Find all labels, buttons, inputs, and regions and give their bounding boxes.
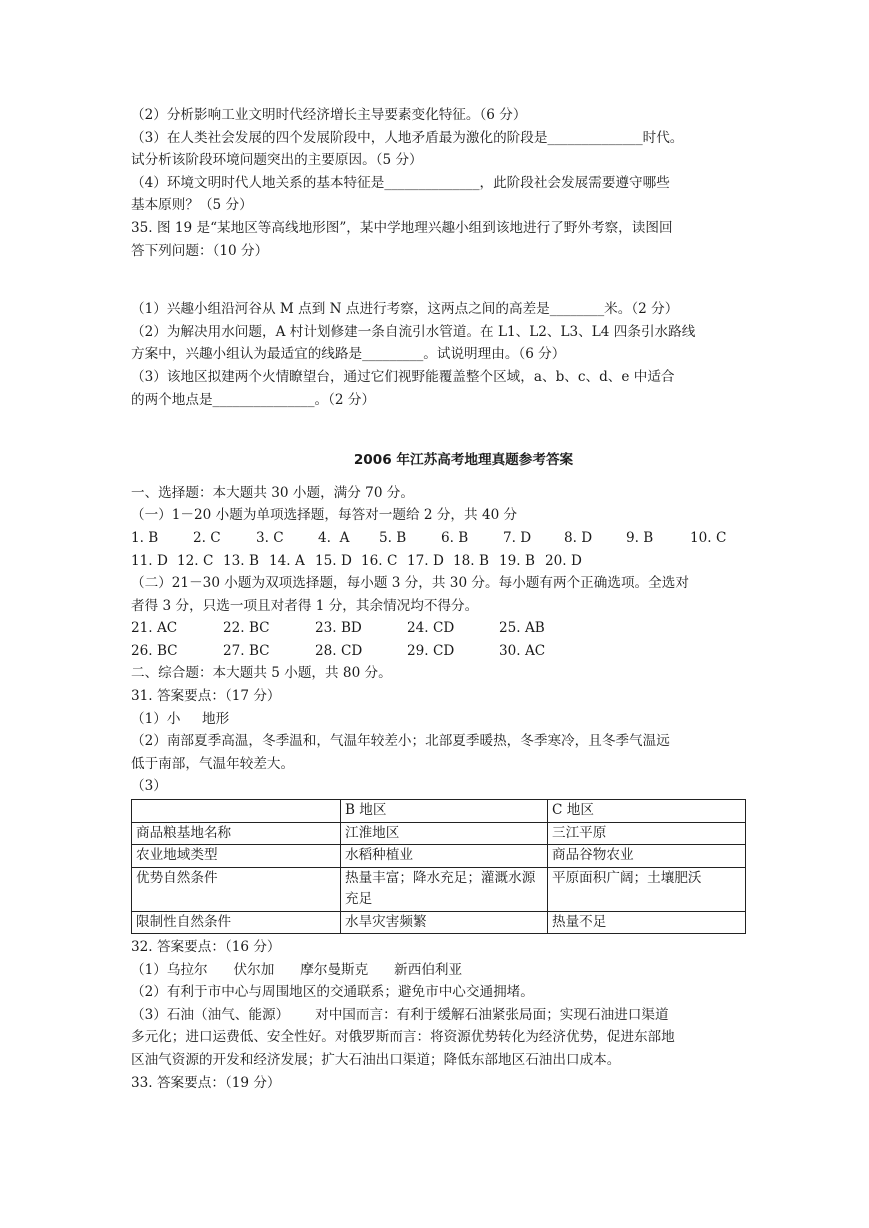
answer-table bbox=[131, 799, 746, 934]
table-cell: 优势自然条件 bbox=[132, 867, 341, 911]
q31-answer-2-cont: 低于南部，气温年较差大。 bbox=[131, 755, 295, 772]
answer-item: 20. D bbox=[545, 552, 582, 569]
table-cell: 水稻种植业 bbox=[341, 845, 548, 868]
q31-answer-1: （1）小 地形 bbox=[131, 710, 230, 727]
table-cell: 江淮地区 bbox=[341, 822, 548, 845]
answer-item: 8. D bbox=[564, 529, 593, 546]
text-line: 答下列问题：（10 分） bbox=[131, 242, 269, 259]
q32-heading: 32. 答案要点：（16 分） bbox=[131, 939, 281, 956]
q32-answer-1: （1）乌拉尔 伏尔加 摩尔曼斯克 新西伯利亚 bbox=[131, 961, 463, 978]
text-line: （2）分析影响工业文明时代经济增长主导要素变化特征。（6 分） bbox=[131, 107, 527, 123]
part2-heading-cont: 者得 3 分，只选一项且对者得 1 分，其余情况均不得分。 bbox=[131, 597, 479, 614]
table-header-cell bbox=[132, 800, 341, 823]
text-line: （3）该地区拟建两个火情瞭望台，通过它们视野能覆盖整个区域，a、b、c、d、e 中适合 bbox=[131, 368, 675, 385]
answer-item: 4. A bbox=[318, 529, 350, 546]
q32-answer-3-cont: 区油气资源的开发和经济发展；扩大石油出口渠道；降低东部地区石油出口成本。 bbox=[131, 1052, 621, 1068]
answer-row bbox=[131, 640, 746, 663]
answer-item: 27. BC bbox=[223, 642, 270, 659]
section1-heading: 一、选择题：本大题共 30 小题，满分 70 分。 bbox=[131, 484, 414, 501]
questions-top bbox=[131, 104, 746, 262]
text-line: （3）在人类社会发展的四个发展阶段中，人地矛盾最为激化的阶段是______________时代。 bbox=[131, 129, 684, 146]
section-gap bbox=[131, 411, 746, 449]
text-line: （2）为解决用水问题，A 村计划修建一条自流引水管道。在 L1、L2、L3、L4 四条引水路线 bbox=[131, 323, 696, 340]
answer-item: 14. A bbox=[269, 552, 305, 569]
document-page bbox=[131, 104, 746, 1094]
q32-answer-3: （3）石油（油气、能源） 对中国而言：有利于缓解石油紧张局面；实现石油进口渠道 bbox=[131, 1006, 669, 1023]
answer-row bbox=[131, 617, 746, 640]
text-line: 35. 图 19 是“某地区等高线地形图”，某中学地理兴趣小组到该地进行了野外考察，读图回 bbox=[131, 219, 673, 236]
figure-gap bbox=[131, 262, 746, 298]
text-line: 方案中，兴趣小组认为最适宜的线路是_________。试说明理由。（6 分） bbox=[131, 346, 566, 363]
text-line: （1）兴趣小组沿河谷从 M 点到 N 点进行考察，这两点之间的高差是________米。（2 分） bbox=[131, 301, 679, 318]
answer-item: 19. B bbox=[499, 552, 535, 569]
answer-item: 6. B bbox=[441, 529, 469, 546]
table-header-cell: C 地区 bbox=[548, 800, 746, 823]
answer-item: 25. AB bbox=[499, 620, 545, 637]
table-cell: 热量丰富；降水充足；灌溉水源充足 bbox=[341, 867, 548, 911]
answer-item: 18. B bbox=[453, 552, 489, 569]
answer-item: 23. BD bbox=[315, 620, 362, 637]
answer-title: 2006 年江苏高考地理真题参考答案 bbox=[353, 452, 574, 469]
table-row bbox=[132, 867, 746, 911]
q31-answer-3: （3） bbox=[131, 778, 167, 795]
table-cell: 平原面积广阔；土壤肥沃 bbox=[548, 867, 746, 911]
q33-heading: 33. 答案要点：（19 分） bbox=[131, 1074, 281, 1091]
text-line: 的两个地点是_______________。（2 分） bbox=[131, 391, 376, 408]
answer-item: 30. AC bbox=[499, 642, 546, 659]
answer-item: 29. CD bbox=[407, 642, 455, 659]
answer-item: 2. C bbox=[193, 529, 221, 546]
q31-heading: 31. 答案要点：（17 分） bbox=[131, 688, 281, 705]
answer-row bbox=[131, 527, 746, 550]
part1-heading: （一）1－20 小题为单项选择题，每答对一题给 2 分，共 40 分 bbox=[131, 507, 518, 524]
table-header-row bbox=[132, 800, 746, 823]
answer-item: 24. CD bbox=[407, 620, 455, 637]
answer-item: 26. BC bbox=[131, 642, 178, 659]
text-line: 试分析该阶段环境问题突出的主要原因。（5 分） bbox=[131, 152, 423, 169]
table-cell: 限制性自然条件 bbox=[132, 911, 341, 934]
answer-item: 3. C bbox=[256, 529, 284, 546]
q32-answer-2: （2）有利于市中心与周围地区的交通联系；避免市中心交通拥堵。 bbox=[131, 984, 534, 1001]
table-row bbox=[132, 822, 746, 845]
q32-answer-3-cont: 多元化；进口运费低、安全性好。对俄罗斯而言：将资源优势转化为经济优势，促进东部地 bbox=[131, 1029, 675, 1046]
questions-35 bbox=[131, 298, 746, 411]
table-cell: 三江平原 bbox=[548, 822, 746, 845]
table-cell: 商品谷物农业 bbox=[548, 845, 746, 868]
answer-item: 15. D bbox=[315, 552, 352, 569]
answer-item: 22. BC bbox=[223, 620, 270, 637]
answer-item: 17. D bbox=[407, 552, 444, 569]
table-cell: 水旱灾害频繁 bbox=[341, 911, 548, 934]
table-cell: 热量不足 bbox=[548, 911, 746, 934]
answer-item: 21. AC bbox=[131, 620, 178, 637]
answer-item: 10. C bbox=[690, 529, 727, 546]
answer-item: 1. B bbox=[131, 529, 159, 546]
answer-item: 7. D bbox=[503, 529, 532, 546]
text-line: 基本原则？（5 分） bbox=[131, 197, 253, 214]
answer-item: 5. B bbox=[379, 529, 407, 546]
table-row bbox=[132, 911, 746, 934]
q31-answer-2: （2）南部夏季高温，冬季温和，气温年较差小；北部夏季暖热，冬季寒冷，且冬季气温远 bbox=[131, 733, 670, 750]
answer-item: 28. CD bbox=[315, 642, 363, 659]
answer-row bbox=[131, 550, 746, 573]
text-line: （4）环境文明时代人地关系的基本特征是______________，此阶段社会发展需要遵守哪些 bbox=[131, 174, 670, 191]
part2-heading: （二）21－30 小题为双项选择题，每小题 3 分，共 30 分。每小题有两个正确选项。全选对 bbox=[131, 575, 689, 592]
answer-item: 13. B bbox=[223, 552, 259, 569]
table-row bbox=[132, 845, 746, 868]
answer-item: 12. C bbox=[177, 552, 214, 569]
answer-item: 9. B bbox=[626, 529, 654, 546]
answer-item: 11. D bbox=[131, 552, 168, 569]
answer-item: 16. C bbox=[361, 552, 398, 569]
table-header-cell: B 地区 bbox=[341, 800, 548, 823]
table-cell: 商品粮基地名称 bbox=[132, 822, 341, 845]
table-cell: 农业地域类型 bbox=[132, 845, 341, 868]
section2-heading: 二、综合题：本大题共 5 小题，共 80 分。 bbox=[131, 665, 392, 682]
